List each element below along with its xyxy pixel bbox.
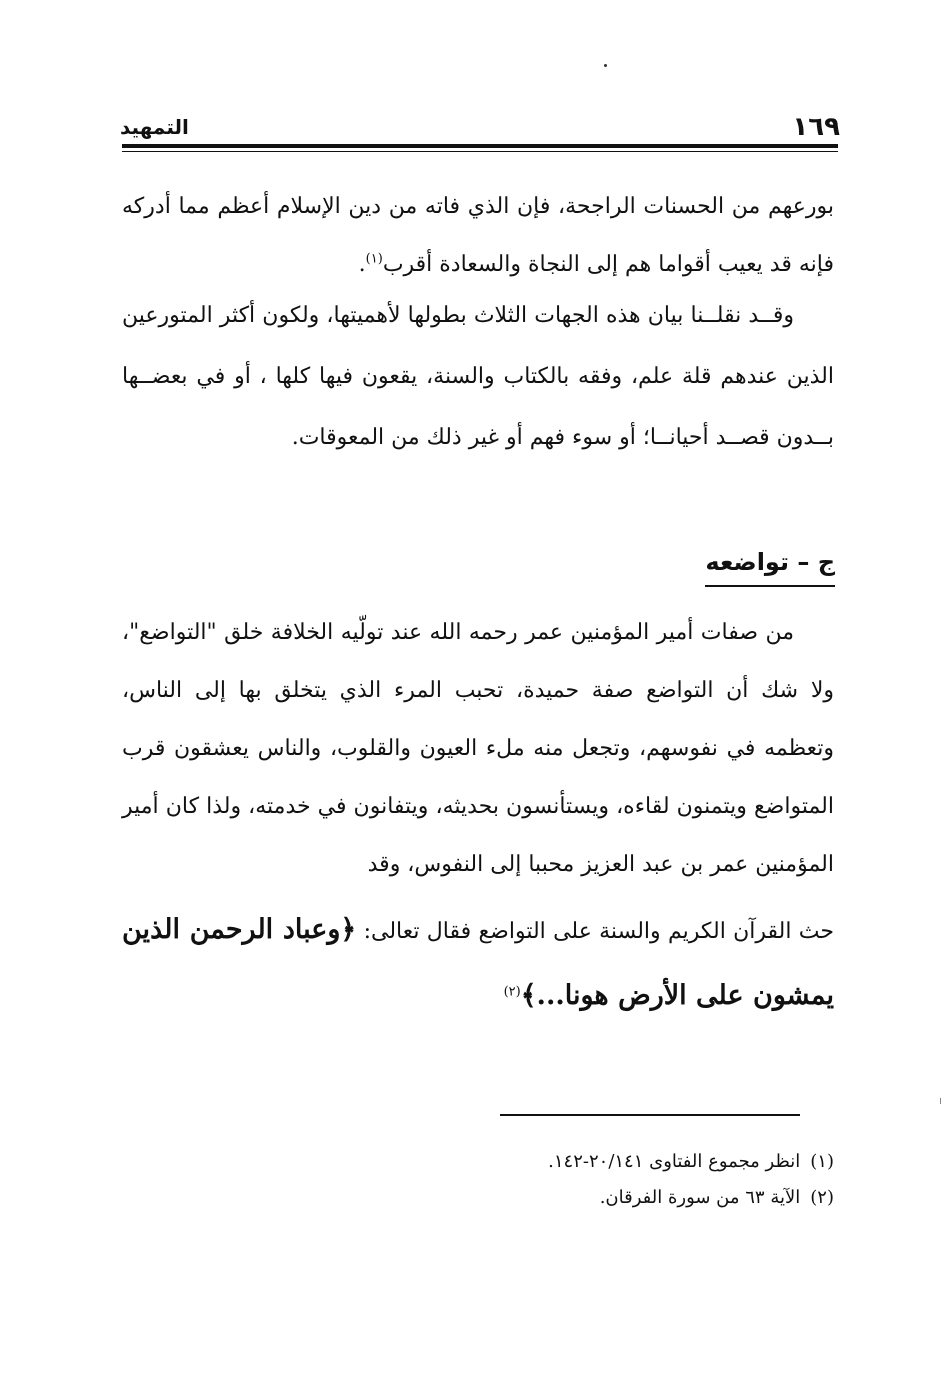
paragraph-2: وقــد نقلــنا بيان هذه الجهات الثلاث بطولها لأهميتها، ولكون أكثر المتورعين الذين عندهم قلة علم، وفقه بالكتاب والسنة، يقعون فيها كلها ، أو في بعضــها بــدون قصــد أحيانــا؛ أو سوء فهم أو غير ذلك من المعوقات. — [122, 303, 834, 450]
footnote-1-text: انظر مجموع الفتاوى ٢٠/١٤١-١٤٢. — [548, 1151, 801, 1172]
footnote-2 — [300, 1183, 834, 1213]
footnote-2-number: (٢) — [810, 1187, 834, 1208]
footnote-1 — [300, 1147, 834, 1177]
scan-speck — [604, 64, 607, 67]
section-heading: ج – تواضعه — [705, 545, 835, 587]
paragraph-1-end: . — [358, 252, 366, 277]
header-rule-thick — [122, 144, 838, 148]
paragraph-3: من صفات أمير المؤمنين عمر رحمه الله عند تولّيه الخلافة خلق "التواضع"، ولا شك أن التواضع صفة حميدة، تحبب المرء الذي يتخلق بها إلى الناس، وتعظمه في نفوسهم، وتجعل منه ملء العيون والقلوب، والناس يعشقون قرب المتواضع ويتمنون لقاءه، ويستأنسون بحديثه، ويتفانون في خدمته، ولذا كان أمير المؤمنين عمر بن عبد العزيز محببا إلى النفوس، وقد — [122, 620, 834, 877]
paragraph-1-text: بورعهم من الحسنات الراجحة، فإن الذي فاته من دين الإسلام أعظم مما أدركه فإنه قد يعيب أقواما هم إلى النجاة والسعادة أقرب — [122, 194, 834, 277]
header-rule-thin — [122, 151, 838, 152]
page-number: ١٦٩ — [792, 112, 840, 142]
running-title: التمهيد — [120, 115, 189, 139]
footnote-ref-1: (١) — [365, 251, 383, 267]
page-header — [120, 112, 840, 142]
paragraph-1 — [122, 178, 834, 294]
footnote-2-text: الآية ٦٣ من سورة الفرقان. — [599, 1187, 801, 1208]
footnote-ref-2: (٢) — [503, 984, 521, 1000]
margin-mark — [940, 1098, 941, 1104]
quran-verse: ﴿وعباد الرحمن الذين يمشون على الأرض هونا...﴾ — [122, 914, 834, 1011]
footnote-separator — [500, 1114, 800, 1116]
paragraph-3-cont-text: حث القرآن الكريم والسنة على التواضع فقال تعالى: — [363, 919, 835, 944]
footnote-1-number: (١) — [810, 1151, 834, 1172]
paragraph-3-continued — [122, 898, 834, 1030]
